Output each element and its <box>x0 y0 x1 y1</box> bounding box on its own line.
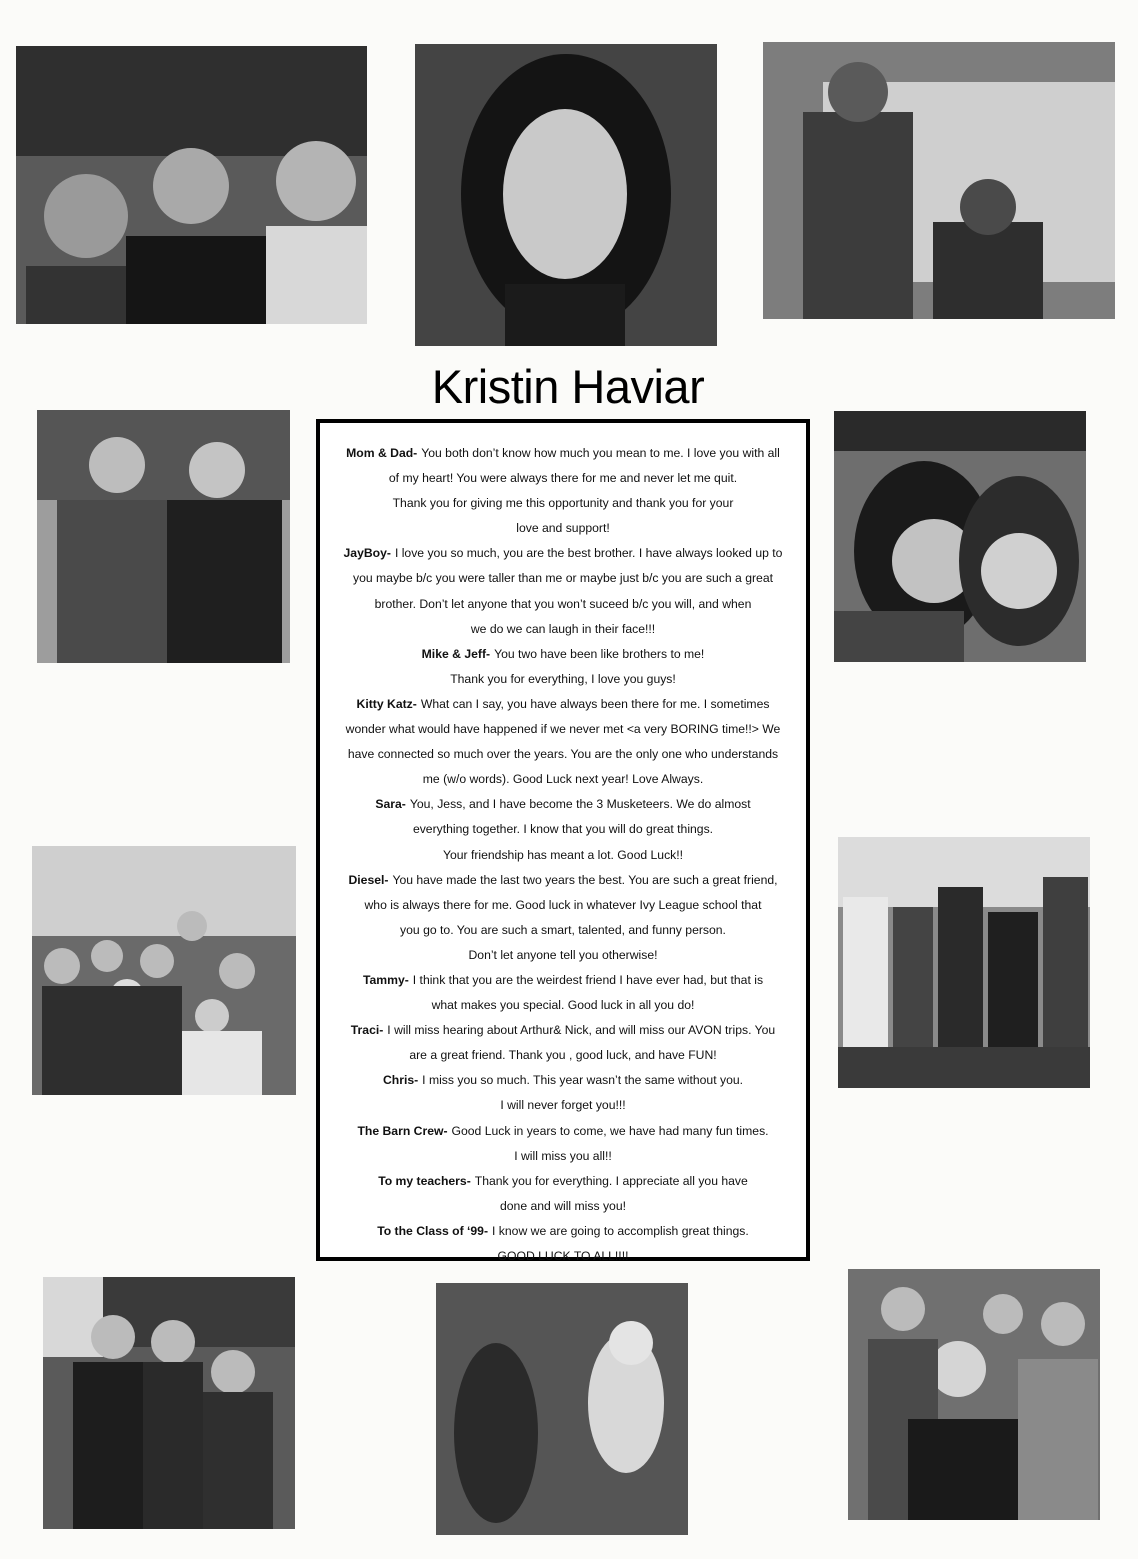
message-recipient: The Barn Crew- <box>357 1123 448 1138</box>
message-line: Chris- I miss you so much. This year wasn’t the same without you. <box>382 1073 744 1088</box>
message-recipient: Kitty Katz- <box>356 696 417 711</box>
photo-two-friends-closeup <box>834 411 1086 662</box>
photo-three-on-stairs <box>43 1277 295 1529</box>
message-recipient: Diesel- <box>348 872 389 887</box>
message-line: are a great friend. Thank you , good luck, and have FUN! <box>409 1048 717 1063</box>
message-recipient: To my teachers- <box>378 1173 471 1188</box>
message-recipient: Mike & Jeff- <box>421 646 491 661</box>
page-title: Kristin Haviar <box>431 360 705 413</box>
message-line: what makes you special. Good luck in all you do! <box>431 998 695 1013</box>
message-recipient: Mom & Dad- <box>346 446 418 460</box>
photo-friends-sunglasses <box>848 1269 1100 1520</box>
message-entry <box>330 868 796 968</box>
photo-family <box>16 46 367 324</box>
message-line: brother. Don’t let anyone that you won’t suceed b/c you will, and when <box>374 596 752 611</box>
message-line: GOOD LUCK TO ALL!!!! <box>497 1249 629 1263</box>
message-line: Mike & Jeff- You two have been like brothers to me! <box>421 646 705 661</box>
photo-group-standing <box>838 837 1090 1088</box>
message-entry <box>330 1119 796 1169</box>
message-line: Thank you for everything, I love you guys! <box>450 671 676 686</box>
message-entry <box>330 1219 796 1269</box>
message-line: To the Class of ‘99- I know we are going to accomplish great things. <box>377 1223 749 1238</box>
message-recipient: JayBoy- <box>343 546 391 561</box>
photo-two-friends-bench <box>37 410 290 663</box>
message-line: Don’t let anyone tell you otherwise! <box>468 947 658 962</box>
photo-dogs <box>436 1283 688 1535</box>
message-line: have connected so much over the years. You are the only one who understands <box>347 747 779 762</box>
message-line: you go to. You are such a smart, talented, and funny person. <box>400 922 726 937</box>
message-line: JayBoy- I love you so much, you are the best brother. I have always looked up to <box>343 546 783 561</box>
message-line: Mom & Dad- You both don’t know how much you mean to me. I love you with all <box>346 446 780 460</box>
message-recipient: Traci- <box>350 1023 384 1038</box>
message-entry <box>330 541 796 641</box>
message-recipient: To the Class of ‘99- <box>377 1223 489 1238</box>
message-line: Kitty Katz- What can I say, you have always been there for me. I sometimes <box>356 696 770 711</box>
message-recipient: Chris- <box>382 1073 419 1088</box>
message-line: of my heart! You were always there for me and never let me quit. <box>388 471 738 486</box>
message-line: Diesel- You have made the last two years the best. You are such a great friend, <box>348 872 778 887</box>
message-line: Tammy- I think that you are the weirdest friend I have ever had, but that is <box>362 972 764 987</box>
message-entry <box>330 1018 796 1068</box>
message-recipient: Tammy- <box>362 972 409 987</box>
message-line: Traci- I will miss hearing about Arthur& Nick, and will miss our AVON trips. You <box>350 1023 776 1038</box>
message-entry <box>330 792 796 867</box>
message-line: everything together. I know that you will do great things. <box>412 822 714 837</box>
message-recipient: Sara- <box>375 797 406 812</box>
message-line: Your friendship has meant a lot. Good Luck!! <box>442 847 684 862</box>
message-entry <box>330 1169 796 1219</box>
message-line: love and support! <box>516 521 610 536</box>
message-entry <box>330 441 796 541</box>
photo-senior-portrait <box>415 44 717 346</box>
message-line: we do we can laugh in their face!!! <box>470 621 656 636</box>
message-entry <box>330 642 796 692</box>
message-line: Sara- You, Jess, and I have become the 3 Musketeers. We do almost <box>375 797 751 812</box>
message-entry <box>330 1068 796 1118</box>
photo-kids-saluting <box>763 42 1115 319</box>
message-entry <box>330 968 796 1018</box>
message-line: done and will miss you! <box>500 1198 626 1213</box>
message-line: To my teachers- Thank you for everything. I appreciate all you have <box>378 1173 748 1188</box>
photo-group-sitting <box>32 846 296 1095</box>
message-line: The Barn Crew- Good Luck in years to come, we have had many fun times. <box>357 1123 769 1138</box>
message-line: who is always there for me. Good luck in whatever Ivy League school that <box>364 897 762 912</box>
message-entry <box>330 692 796 792</box>
message-line: I will miss you all!! <box>514 1148 612 1163</box>
message-line: you maybe b/c you were taller than me or maybe just b/c you are such a great <box>352 571 773 586</box>
message-line: I will never forget you!!! <box>500 1098 626 1113</box>
message-line: Thank you for giving me this opportunity and thank you for your <box>392 496 734 511</box>
message-box <box>316 419 810 1261</box>
message-line: me (w/o words). Good Luck next year! Love Always. <box>422 772 704 787</box>
message-line: wonder what would have happened if we never met <a very BORING time!!> We <box>345 722 781 737</box>
